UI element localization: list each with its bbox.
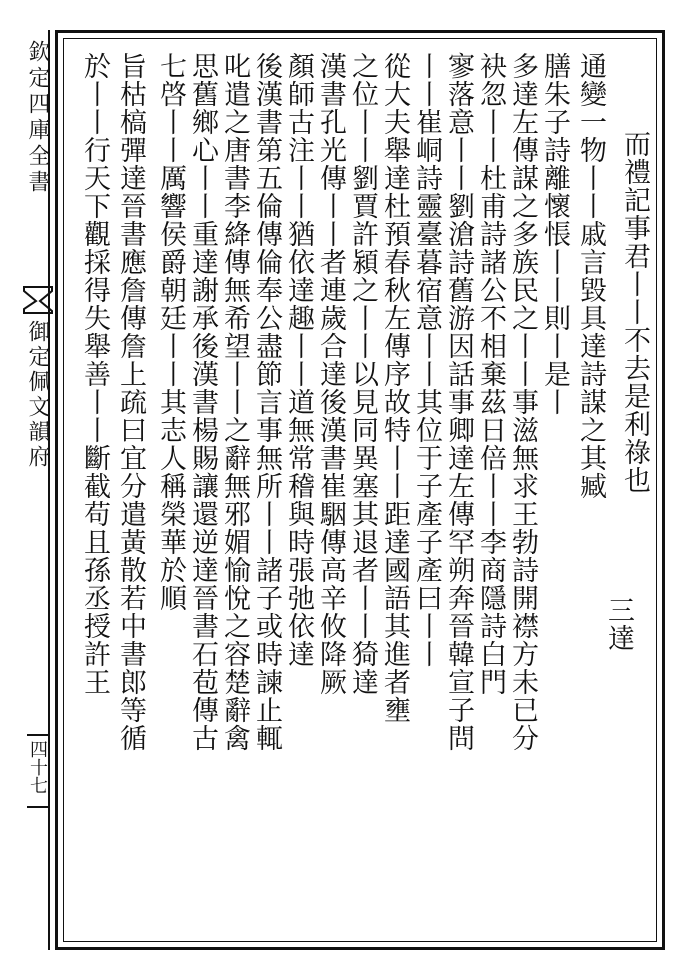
text-column-12: 顏師古注丨丨猶依達趣丨丨道無常稽與時張弛依達: [283, 52, 314, 668]
text-column-4: 膳朱子詩離懷悵丨丨則丨是丨: [539, 52, 570, 416]
text-column-6: 袂忽丨丨杜甫詩諸公不相棄茲日倍丨丨李商隱詩白門: [475, 52, 506, 696]
page-number-rule-top: [27, 734, 49, 736]
margin-header: 欽定四庫全書: [25, 40, 50, 196]
text-column-16: 七啓丨丨厲響侯爵朝廷丨丨其志人稱榮華於順: [155, 52, 186, 612]
text-column-14: 叱遣之唐書李絳傳無希望丨丨之辭無邪媚愉悅之容楚辭禽: [219, 52, 250, 752]
page-number-rule-bottom: [27, 806, 49, 808]
text-column-8: 丨丨崔峒詩靈臺暮宿意丨丨其位于子產子產曰丨丨: [411, 52, 442, 668]
text-column-11: 漢書孔光傳丨丨者連歲合達後漢書崔駰傳高辛攸降厥: [315, 52, 346, 696]
text-column-10: 之位丨丨劉賈許潁之丨丨以見同異塞其退者丨丨猗達: [347, 52, 378, 696]
text-column-3: 通變一物丨丨戚言毀具達詩謀之其臧: [575, 52, 606, 500]
page-number: 四十七: [27, 740, 48, 794]
text-column-15: 思舊鄉心丨丨重達謝承後漢書楊賜讓還逆達晉書石苞傳古: [187, 52, 218, 752]
text-column-7: 寥落意丨丨劉滄詩舊游因話事卿達左傳罕朔奔晉韓宣子問: [443, 52, 474, 752]
margin-book-title: 御定佩文韻府: [25, 320, 50, 470]
text-column-18: 於丨丨行天下觀採得失舉善丨丨斷截苟且孫丞授許王: [79, 52, 110, 696]
text-column-17: 旨枯槁彈達晉書應詹傳詹上疏曰宜分遣黃散若中書郎等循: [115, 52, 146, 752]
text-column-1: 而禮記事君丨丨不去是利祿也: [619, 130, 650, 494]
text-column-2: 三達: [603, 596, 634, 652]
text-column-5: 多達左傳謀之多族民之丨丨事滋無求王勃詩開襟方未已分: [507, 52, 538, 752]
text-column-13: 後漢書第五倫傳倫奉公盡節言事無所丨丨諸子或時諫止輒: [251, 52, 282, 752]
fish-tail-icon: [22, 285, 54, 315]
text-column-9: 從大夫舉達杜預春秋左傳序故特丨丨距達國語其進者壅: [379, 52, 410, 724]
